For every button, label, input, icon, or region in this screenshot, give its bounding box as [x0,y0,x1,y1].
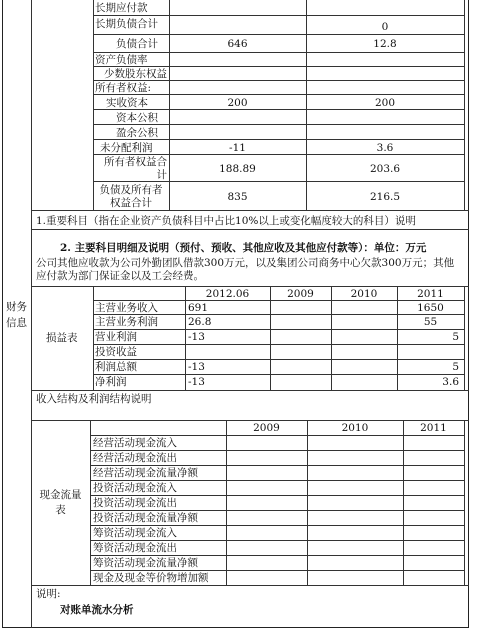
income-structure-note: 收入结构及利润结构说明 [36,393,152,405]
note-important-items: 1.重要科目（指在企业资产负债科目中占比10%以上或变化幅度较大的科目）说明 [36,215,416,227]
cf-row-label: 投资活动现金流量净额 [93,512,198,524]
bs-row-line [93,80,464,81]
cf-col-line [226,420,227,585]
bs-row-line [93,139,464,140]
is-row-label: 主营业务收入 [95,302,158,314]
bs-value-2: 3.6 [376,142,394,154]
bs-total-equity-label-1: 所有者权益合 [104,156,167,168]
cf-row-line [90,435,464,436]
cf-col-line [90,420,91,585]
bs-row-label: 所有者权益: [95,82,152,94]
statement-flow-analysis-title: 对账单流水分析 [60,604,134,616]
cf-row-line [90,555,464,556]
is-row-line [93,329,464,330]
cf-row-label: 经营活动现金流入 [93,437,177,449]
is-row-line [93,314,464,315]
cf-row-label: 经营活动现金流量净额 [93,467,198,479]
is-row-value: -13 [188,331,205,343]
cf-row-label: 投资活动现金流出 [93,497,177,509]
section-label-line2: 信息 [6,317,27,329]
income-statement-label: 损益表 [46,332,78,344]
is-row-label: 主营业务利润 [95,316,158,328]
is-row-label: 利润总额 [95,361,137,373]
bs-row-line [93,66,464,67]
bs-row-line [93,181,464,182]
cf-col-line [403,420,404,585]
bs-row-line [93,109,464,110]
is-row-label: 投资收益 [95,346,137,358]
cf-header-col2: 2010 [341,422,369,434]
bs-row-label: 长期应付款 [95,2,148,14]
bs-total-liab-equity-v1: 835 [227,191,248,203]
cf-row-line [90,525,464,526]
section-divider [31,0,32,628]
bs-row-label: 未分配利润 [100,142,153,154]
bs-row-line [93,52,464,53]
is-row-value: 691 [188,302,209,314]
is-row-line [93,300,464,301]
is-col-line [464,286,465,390]
bs-total-liab-equity-label-1: 负债及所有者 [99,184,163,196]
bs-value-2: 200 [374,97,396,109]
is-row-value: 1650 [417,302,444,314]
bs-row-line [93,124,464,125]
bs-row-label: 资本公积 [116,112,158,124]
bs-row-label: 负债合计 [116,38,158,50]
cf-row-label: 筹资活动现金流量净额 [93,557,198,569]
cf-row-label: 筹资活动现金流入 [93,527,177,539]
cf-row-label: 投资活动现金流入 [93,482,177,494]
is-row-label: 净利润 [95,376,127,388]
is-row-line [93,344,464,345]
bs-row-line [93,34,464,35]
note-main-items-title: 2. 主要科目明细及说明（预付、预收、其他应收及其他应付款等）：单位：万元 [60,242,427,254]
cashflow-label-line1: 现金流量 [39,489,82,501]
bs-row-line [93,15,464,16]
bs-row-label: 少数股东权益 [104,68,167,80]
cf-col-line [307,420,308,585]
note-divider [31,229,469,230]
bs-value-1: 646 [227,38,248,50]
bs-value-2: 0 [381,21,389,33]
footer-note-label: 说明: [36,588,61,600]
bs-value-1: 200 [227,97,248,109]
is-header-col3: 2010 [350,288,378,300]
cf-row-label: 筹资活动现金流出 [93,542,177,554]
cf-header-col1: 2009 [253,422,280,434]
is-row-value: 5 [452,361,459,373]
bs-col-line-4 [464,0,465,210]
is-header-col4: 2011 [417,288,444,300]
bs-total-liab-equity-label-2: 权益合计 [110,197,152,209]
is-header-col2: 2009 [287,288,314,300]
bs-row-label: 实收资本 [106,97,148,109]
cf-row-label: 现金及现金等价物增加额 [93,572,209,584]
cf-col-line [464,420,465,585]
is-row-value: -13 [188,361,205,373]
is-row-value: 5 [452,331,459,343]
cf-row-line [90,540,464,541]
bs-row-label: 长期负债合计 [95,18,158,30]
bs-total-equity-v2: 203.6 [369,163,401,175]
bs-row-line [93,94,464,95]
is-top-line [31,286,469,287]
is-bottom-line [31,390,469,391]
bs-bottom-line [31,210,469,211]
is-row-value: 3.6 [442,376,459,388]
bs-row-label: 盈余公积 [116,127,158,139]
is-row-line [93,374,464,375]
bs-value-1: -11 [229,142,246,154]
bs-total-equity-v1: 188.89 [219,163,256,175]
cf-row-line [90,450,464,451]
is-row-line [93,359,464,360]
cashflow-label-line2: 表 [55,504,66,516]
is-row-value: 55 [423,316,438,328]
bs-total-liab-equity-v2: 216.5 [369,191,401,203]
cf-row-label: 经营活动现金流出 [93,452,177,464]
cf-header-col3: 2011 [420,422,447,434]
bs-row-line [93,154,464,155]
is-row-value: 26.8 [188,316,212,328]
cf-bottom-line [31,585,469,586]
cf-row-line [90,510,464,511]
is-row-label: 营业利润 [95,331,137,343]
cf-row-line [90,495,464,496]
bs-total-equity-label-2: 计 [156,169,167,181]
bs-row-label: 资产负债率 [95,54,148,66]
note-main-items-body: 公司其他应收款为公司外勤团队借款300万元，以及集团公司商务中心欠款300万元；其他应付款为部门保证金以及工会经费。 [36,257,455,282]
is-header-col1: 2012.06 [205,288,250,300]
cf-row-line [90,480,464,481]
cf-row-line [90,465,464,466]
is-row-value: -13 [188,376,205,388]
cf-row-line [90,570,464,571]
section-label-line1: 财务 [6,301,27,313]
bs-value-2: 12.8 [373,38,397,50]
